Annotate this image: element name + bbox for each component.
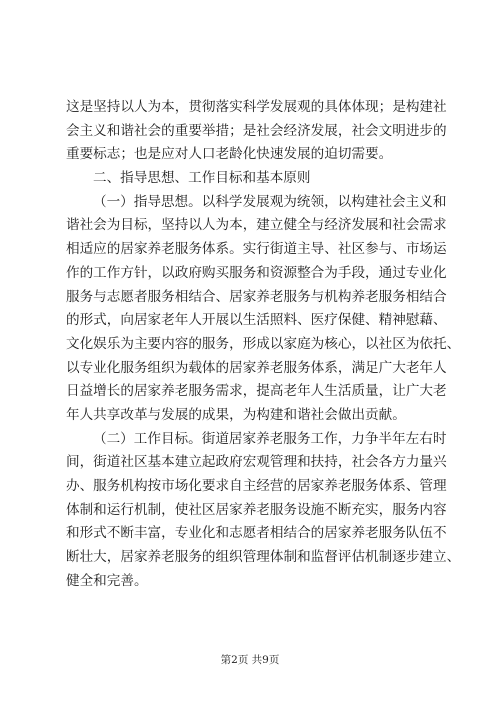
text-line: 间，街道社区基本建立起政府宏观管理和扶持，社会各方力量兴 — [66, 454, 447, 471]
text-line: 二、指导思想、工作目标和基本原则 — [93, 170, 311, 187]
text-line: （一）指导思想。以科学发展观为统领，以构建社会主义和 — [93, 193, 447, 210]
document-body — [66, 96, 461, 593]
text-line: 谐社会为目标，坚持以人为本，建立健全与经济发展和社会需求 — [66, 217, 447, 234]
text-line: 以专业化服务组织为载体的居家养老服务体系，满足广大老年人 — [66, 359, 447, 376]
text-line: 体制和运行机制，使社区居家养老服务设施不断充实，服务内容 — [66, 501, 447, 518]
text-line: 的形式，向居家老年人开展以生活照料、医疗保健、精神慰藉、 — [66, 312, 447, 329]
text-line: （二）工作目标。街道居家养老服务工作，力争半年左右时 — [93, 430, 447, 447]
text-line: 文化娱乐为主要内容的服务，形成以家庭为核心，以社区为依托、 — [66, 335, 461, 352]
text-line: 年人共享改革与发展的成果，为构建和谐社会做出贡献。 — [66, 406, 406, 423]
text-line: 这是坚持以人为本，贯彻落实科学发展观的具体体现；是构建社 — [66, 99, 447, 115]
text-line: 会主义和谐社会的重要举措；是社会经济发展，社会文明进步的 — [66, 122, 447, 139]
text-line: 相适应的居家养老服务体系。实行街道主导、社区参与、市场运 — [66, 241, 447, 258]
text-line: 办、服务机构按市场化要求自主经营的居家养老服务体系、管理 — [66, 478, 447, 494]
text-line: 作的工作方针，以政府购买服务和资源整合为手段，通过专业化 — [66, 264, 447, 281]
text-line: 服务与志愿者服务相结合、居家养老服务与机构养老服务相结合 — [66, 288, 447, 305]
text-line: 健全和完善。 — [66, 572, 148, 589]
page-footer: 第2页 共9页 — [220, 654, 280, 666]
text-line: 断壮大，居家养老服务的组织管理体制和监督评估机制逐步建立、 — [66, 549, 461, 566]
text-line: 日益增长的居家养老服务需求，提高老年人生活质量，让广大老 — [66, 383, 447, 400]
text-line: 重要标志；也是应对人口老龄化快速发展的迫切需要。 — [66, 146, 393, 163]
text-line: 和形式不断丰富，专业化和志愿者相结合的居家养老服务队伍不 — [66, 525, 447, 542]
